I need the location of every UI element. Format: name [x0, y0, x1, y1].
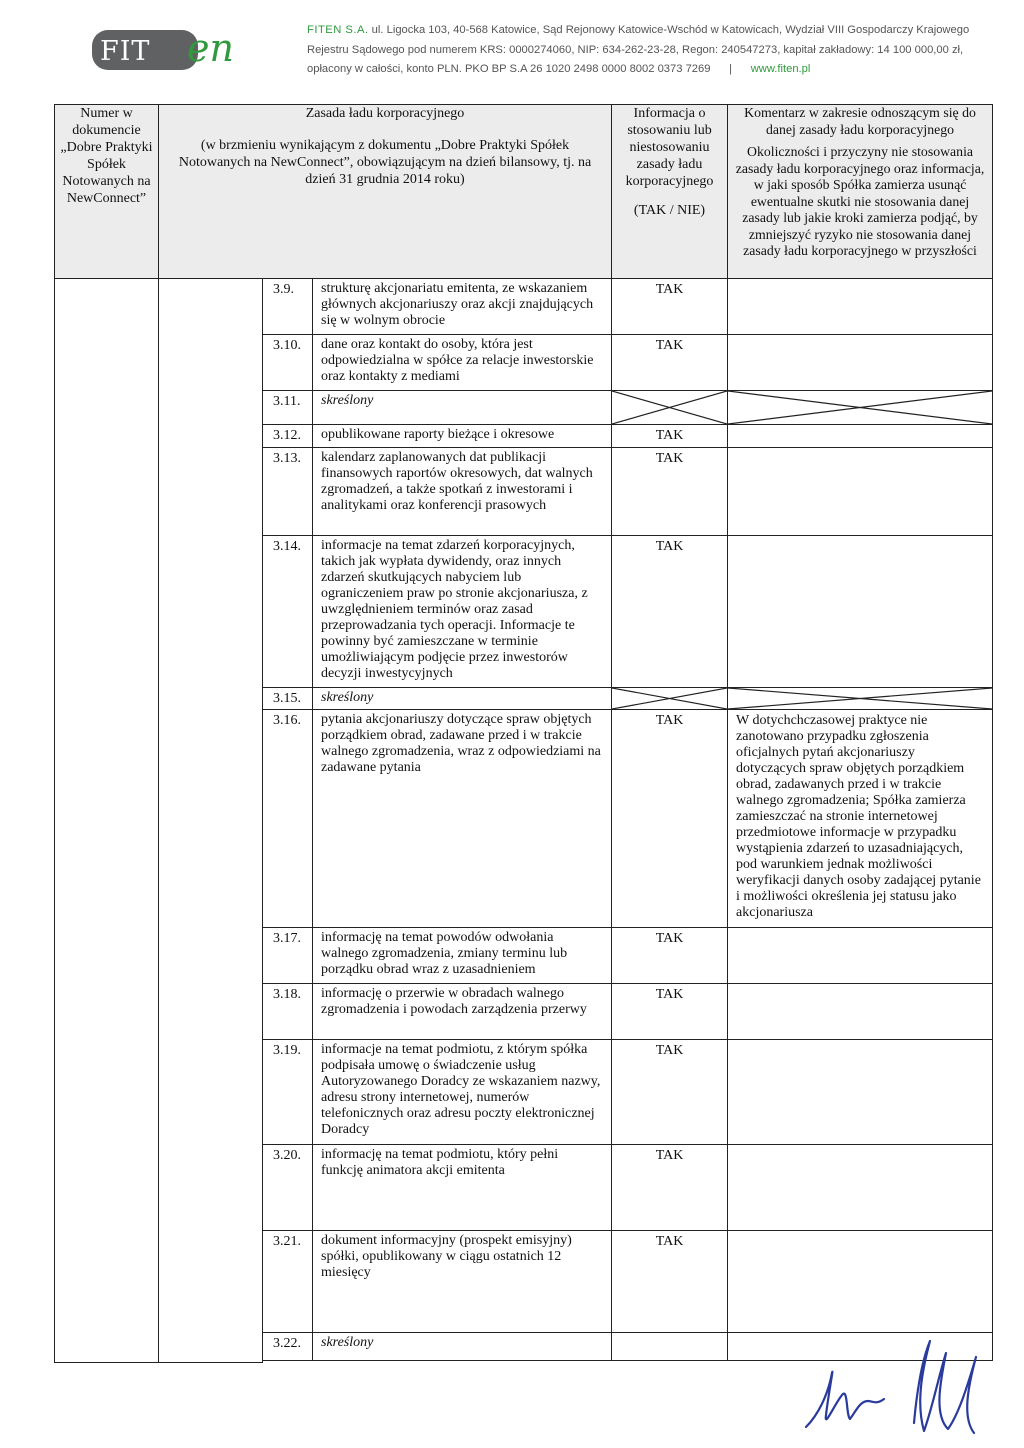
rule-status: TAK — [612, 425, 728, 448]
rule-number: 3.19. — [263, 1040, 313, 1145]
struck-comment-cell — [728, 391, 993, 425]
rule-text: dane oraz kontakt do osoby, która jest odpowiedzialna w spółce za relacje inwestorskie oraz kontakty z mediami — [313, 335, 612, 391]
company-address: ul. Ligocka 103, 40-568 Katowice, Sąd Rejonowy Katowice-Wschód w Katowicach, Wydział VIII Gospodarczy Krajowego — [368, 24, 970, 36]
struck-comment-cell — [728, 688, 993, 710]
rule-status: TAK — [612, 279, 728, 335]
rule-comment — [728, 335, 993, 391]
handwritten-signature — [798, 1335, 998, 1440]
rule-status: TAK — [612, 1231, 728, 1333]
rule-comment — [728, 279, 993, 335]
rule-text: informację o przerwie w obradach walnego zgromadzenia i powodach zarządzenia przerwy — [313, 984, 612, 1040]
rule-number: 3.20. — [263, 1145, 313, 1231]
fiten-logo — [92, 28, 242, 78]
rule-text: skreślony — [313, 391, 612, 425]
rule-status: TAK — [612, 335, 728, 391]
rule-number: 3.17. — [263, 928, 313, 984]
rule-text: pytania akcjonariuszy dotyczące spraw objętych porządkiem obrad, zadawane przed i w trakcie walnego zgromadzenia, wraz z odpowiedziami na zadawane pytania — [313, 710, 612, 928]
table-header-row — [55, 105, 993, 279]
header-comment-subtitle: Okoliczności i przyczyny nie stosowania zasady ładu korporacyjnego oraz informacja, w jaki sposób Spółka zamierza usunąć ewentualne skutki nie stosowania danej zasady lub jakie kroki zamierza podjąć, by zmniejszyć ryzyko nie stosowania danej zasady ładu korporacyjnego w przyszłości — [735, 144, 985, 258]
rule-number: 3.13. — [263, 448, 313, 536]
rule-comment — [728, 1231, 993, 1333]
rule-number: 3.9. — [263, 279, 313, 335]
rule-comment — [728, 536, 993, 688]
struck-status-cell — [612, 688, 728, 710]
governance-table — [54, 104, 993, 1363]
header-rule-subtitle: (w brzmieniu wynikającym z dokumentu „Dobre Praktyki Spółek Notowanych na NewConnect”, obowiązującym na dzień bilansowy, tj. na dzień 31 grudnia 2014 roku) — [178, 138, 592, 187]
rule-status: TAK — [612, 1145, 728, 1231]
rule-number: 3.22. — [263, 1333, 313, 1361]
rule-text: skreślony — [313, 688, 612, 710]
rule-comment — [728, 425, 993, 448]
rule-status: TAK — [612, 448, 728, 536]
header-comment-title: Komentarz w zakresie odnoszącym się do danej zasady ładu korporacyjnego — [744, 105, 976, 137]
header-rule-title: Zasada ładu korporacyjnego — [305, 106, 465, 121]
cross-out-mark — [728, 688, 992, 709]
rule-comment — [728, 1145, 993, 1231]
header-rule-number: Numer w dokumencie „Dobre Praktyki Spółek Notowanych na NewConnect” — [55, 105, 159, 279]
separator: | — [729, 63, 733, 75]
logo-text: FIT — [100, 36, 151, 67]
website-link[interactable]: www.fiten.pl — [750, 63, 811, 75]
header-comment — [728, 105, 993, 279]
rule-text: skreślony — [313, 1333, 612, 1361]
struck-status-cell — [612, 391, 728, 425]
rule-number-column — [55, 279, 159, 1363]
blank-column — [159, 279, 263, 1363]
rule-text: strukturę akcjonariatu emitenta, ze wskazaniem głównych akcjonariuszy oraz akcji znajdujących się w wolnym obrocie — [313, 279, 612, 335]
rule-number: 3.12. — [263, 425, 313, 448]
rule-number: 3.15. — [263, 688, 313, 710]
rule-comment — [728, 928, 993, 984]
rule-number: 3.11. — [263, 391, 313, 425]
company-bank: opłacony w całości, konto PLN. PKO BP S.A 26 1020 2498 0000 8002 0373 7269 — [307, 63, 711, 75]
cross-out-mark — [612, 688, 727, 709]
company-name: FITEN S.A. — [307, 24, 369, 36]
rule-text: informację na temat powodów odwołania walnego zgromadzenia, zmiany terminu lub porządku obrad wraz z uzasadnieniem — [313, 928, 612, 984]
rule-text: informacje na temat zdarzeń korporacyjnych, takich jak wypłata dywidendy, oraz innych zdarzeń skutkujących nabyciem lub ograniczeniem praw po stronie akcjonariusza, z uwzględnieniem terminów oraz zasad przeprowadzania tych operacji. Informacje te powinny być zamieszczane w terminie umożliwiającym podjęcie przez inwestorów decyzji inwestycyjnych — [313, 536, 612, 688]
header-rule — [159, 105, 612, 279]
company-info — [307, 21, 997, 80]
table-row — [55, 279, 993, 335]
rule-comment — [728, 1040, 993, 1145]
rule-status: TAK — [612, 710, 728, 928]
company-registry: Rejestru Sądowego pod numerem KRS: 0000274060, NIP: 634-262-23-28, Regon: 240547273, kapitał zakładowy: 14 100 000,00 zł, — [307, 43, 964, 56]
header-status-options: (TAK / NIE) — [633, 203, 706, 218]
rule-comment: W dotychchczasowej praktyce nie zanotowano przypadku zgłoszenia oficjalnych pytań akcjonariuszy dotyczących spraw objętych porządkiem obrad, zadawanych przed i w trakcie walnego zgromadzenia; Spółka zamierza zamieszczać na stronie internetowej przedmiotowe informacje w przypadku wystąpienia zdarzeń to uzasadniających, pod warunkiem jednak możliwości weryfikacji danych osoby zadającej pytanie i możliwości określenia jej statusu jako akcjonariusza — [728, 710, 993, 928]
rule-comment — [728, 984, 993, 1040]
rule-comment — [728, 448, 993, 536]
rule-number: 3.16. — [263, 710, 313, 928]
header-status — [612, 105, 728, 279]
rule-status: TAK — [612, 1040, 728, 1145]
rule-text: opublikowane raporty bieżące i okresowe — [313, 425, 612, 448]
rule-number: 3.21. — [263, 1231, 313, 1333]
rule-text: informację na temat podmiotu, który pełni funkcję animatora akcji emitenta — [313, 1145, 612, 1231]
logo-badge — [92, 30, 198, 70]
rule-status — [612, 1333, 728, 1361]
cross-out-mark — [728, 391, 992, 424]
header-status-title: Informacja o stosowaniu lub niestosowaniu zasady ładu korporacyjnego — [625, 106, 714, 189]
rule-status: TAK — [612, 928, 728, 984]
rule-status: TAK — [612, 984, 728, 1040]
rule-number: 3.18. — [263, 984, 313, 1040]
rule-status: TAK — [612, 536, 728, 688]
rule-number: 3.10. — [263, 335, 313, 391]
rule-text: informacje na temat podmiotu, z którym spółka podpisała umowę o świadczenie usług Autoryzowanego Doradcy ze wskazaniem nazwy, adresu strony internetowej, numerów telefonicznych oraz adresu poczty elektronicznej Doradcy — [313, 1040, 612, 1145]
logo-script: en — [187, 26, 234, 70]
rule-number: 3.14. — [263, 536, 313, 688]
rule-text: kalendarz zaplanowanych dat publikacji finansowych raportów okresowych, dat walnych zgromadzeń, a także spotkań z inwestorami i analitykami oraz konferencji prasowych — [313, 448, 612, 536]
cross-out-mark — [612, 391, 727, 424]
rule-text: dokument informacyjny (prospekt emisyjny) spółki, opublikowany w ciągu ostatnich 12 miesięcy — [313, 1231, 612, 1333]
